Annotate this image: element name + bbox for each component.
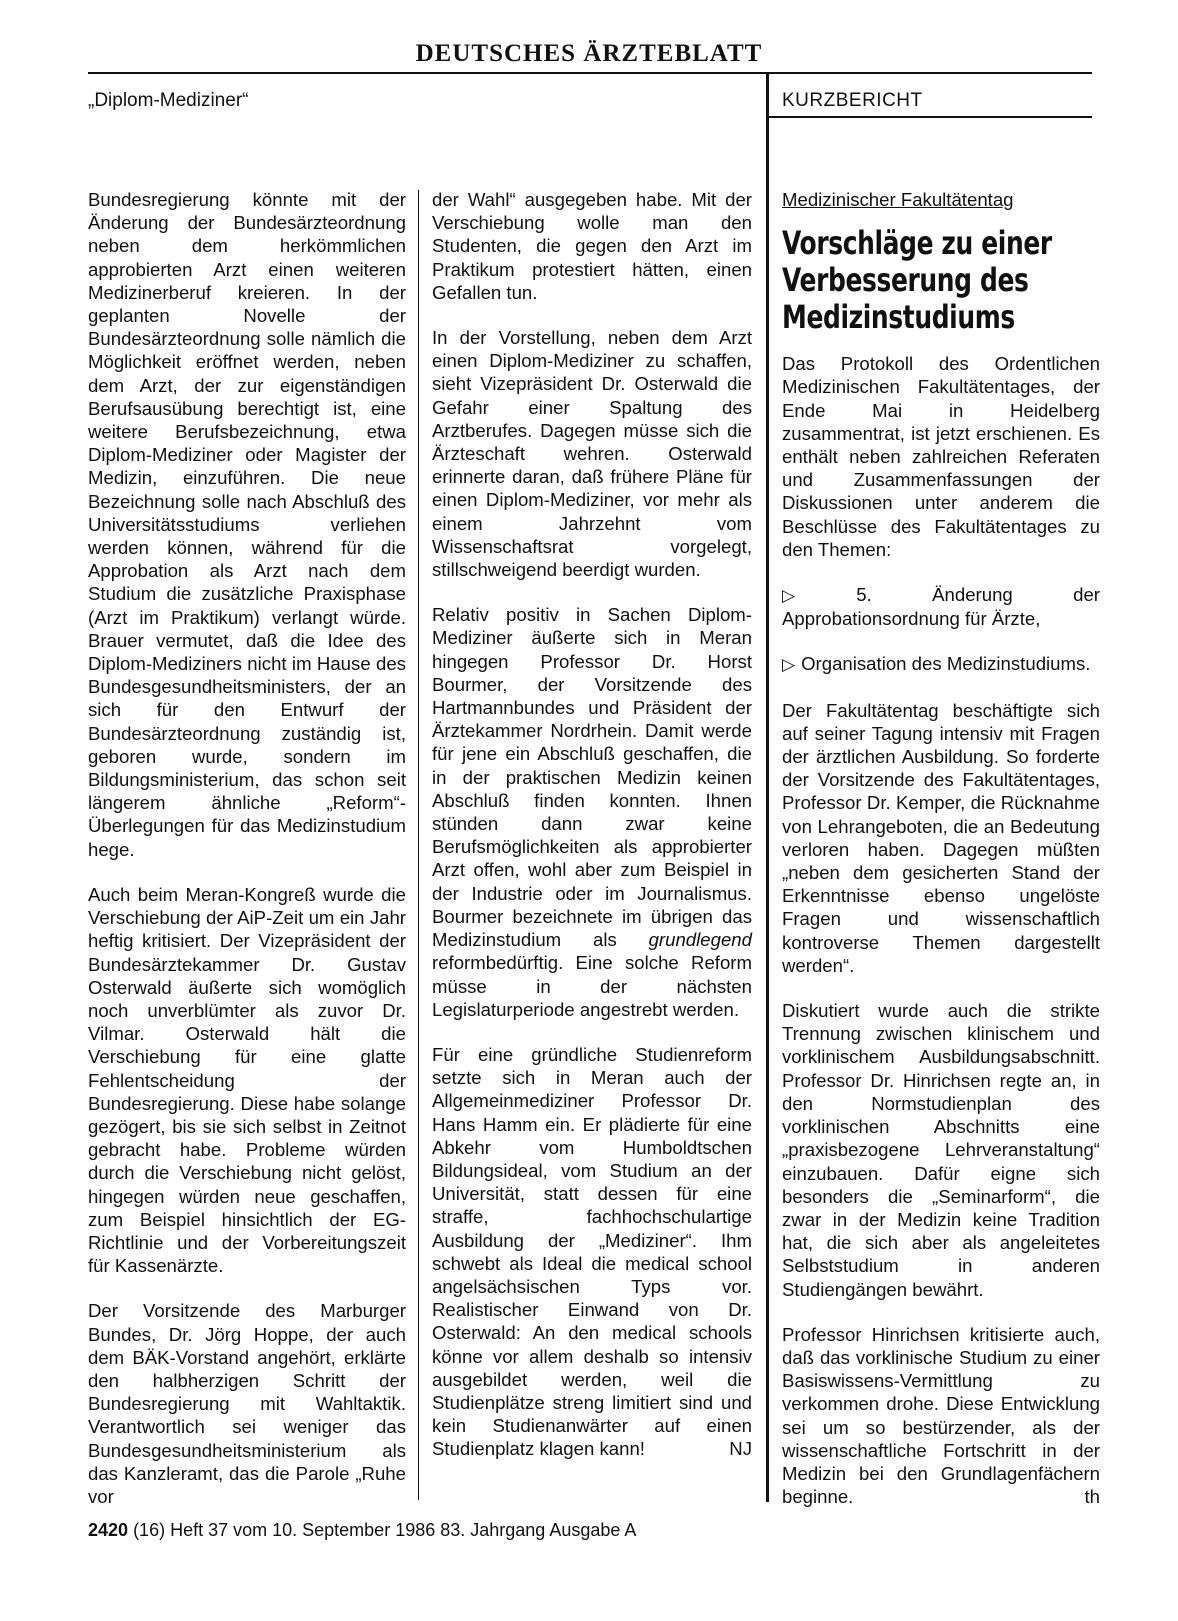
section-header-right: KURZBERICHT	[782, 90, 923, 111]
article-column-3	[782, 188, 1100, 1530]
paragraph: Der Fakultätentag beschäftigte sich auf seiner Tagung intensiv mit Fragen der ärztlichen Ausbildung. So forderte der Vorsitzende des Fakultätentages, Professor Dr. Kemper, die Rücknahme von Lehrangeboten, die an Bedeutung verloren haben. Dagegen müßten „neben dem gesicherten Stand der Erkenntnisse ebenso ungelöste Fragen und wissenschaftlich kontroverse Themen dargestellt werden“.	[782, 699, 1100, 976]
section-header-left: „Diplom-Mediziner“	[88, 90, 249, 111]
paragraph: Das Protokoll des Ordentlichen Medizinischen Fakultätentages, der Ende Mai in Heidelberg zusammentrat, ist jetzt erschienen. Es enthält neben zahlreichen Referaten und Zusammenfassungen der Diskussionen unter anderem die Beschlüsse des Fakultätentages zu den Themen:	[782, 353, 1100, 560]
text: reformbedürftig. Eine solche Reform müsse in der nächsten Legislaturperiode angestrebt werden.	[432, 952, 752, 1020]
column-divider-heavy	[766, 72, 769, 1502]
paragraph: In der Vorstellung, neben dem Arzt einen Diplom-Mediziner zu schaffen, sieht Vizepräsident Dr. Osterwald die Gefahr einer Spaltung des Arztberufes. Dagegen müsse sich die Ärzteschaft wehren. Osterwald erinnerte daran, daß frühere Pläne für einen Diplom-Mediziner, vor mehr als einem Jahrzehnt vom Wissenschaftsrat vorgelegt, stillschweigend beerdigt wurden.	[432, 327, 752, 581]
paragraph: Bundesregierung könnte mit der Änderung der Bundesärzteordnung neben dem herkömmlichen approbierten Arzt einen weiteren Medizinerberuf kreieren. In der geplanten Novelle der Bundesärzteordnung solle nämlich die Möglichkeit eröffnet werden, neben dem Arzt, der zur eigenständigen Berufsausübung berechtigt ist, eine weitere Berufsbezeichnung, etwa Diplom-Mediziner oder Magister der Medizin, einzuführen. Die neue Bezeichnung solle nach Abschluß des Universitätsstudiums verliehen werden können, während für die Approbation als Arzt nach dem Studium die zusätzliche Praxisphase (Arzt im Praktikum) verlangt würde. Brauer vermutet, daß die Idee des Diplom-Mediziners nicht im Hause des Bundesgesundheitsministers, der an sich für den Entwurf der Bundesärzteordnung zuständig ist, geboren wurde, sondern im Bildungsministerium, das schon seit längerem ähnliche „Reform“-Überlegungen für das Medizinstudium hege.	[88, 189, 406, 860]
text: Für eine gründliche Studienreform setzte sich in Meran auch der Allgemeinmediziner Professor Dr. Hans Hamm ein. Er plädierte für eine Abkehr vom Humboldtschen Bildungsideal, vom Studium an der Universität, statt dessen für eine straffe, fachhochschulartige Ausbildung der „Mediziner“. Ihm schwebt als Ideal die medical school angelsächsischen Typs vor. Realistischer Einwand von Dr. Osterwald: An den medical schools könne vor allem deshalb so intensiv ausgebildet werden, weil die Studienplätze streng limitiert sind und kein Studienanwärter auf einen Studienplatz klagen kann!	[432, 1043, 752, 1460]
page-footer	[88, 1520, 636, 1541]
article-column-2	[432, 188, 752, 1483]
emphasis: grundlegend	[648, 929, 752, 951]
page-number: 2420	[88, 1520, 129, 1540]
headline: Vorschläge zu einer Verbesserung des Medizinstudiums	[782, 224, 1052, 337]
paragraph	[432, 603, 752, 1021]
paragraph	[432, 1043, 752, 1461]
text: Organisation des Medizinstudiums.	[801, 653, 1091, 675]
text: Professor Hinrichsen kritisierte auch, daß das vorklinische Studium zu einer Basiswissens-Vermittlung zu verkommen drohe. Diese Entwicklung sei um so bestürzender, als der wissenschaftliche Fortschritt in der Medizin bei den Grundlagenfächern beginne.	[782, 1323, 1100, 1508]
column-divider	[418, 190, 419, 1500]
author-signature: NJ	[729, 1438, 752, 1460]
paragraph: der Wahl“ ausgegeben habe. Mit der Verschiebung wolle man den Studenten, die gegen den Arzt im Praktikum protestiert hätten, einen Gefallen tun.	[432, 189, 752, 303]
text: 5. Änderung der Approbationsordnung für Ärzte,	[782, 584, 1100, 630]
issue-info: (16) Heft 37 vom 10. September 1986 83. Jahrgang Ausgabe A	[133, 1520, 637, 1540]
list-item	[782, 652, 1100, 676]
header-rule-right	[768, 116, 1092, 118]
paragraph: Der Vorsitzende des Marburger Bundes, Dr. Jörg Hoppe, der auch dem BÄK-Vorstand angehört, erklärte den halbherzigen Schritt der Bundesregierung mit Wahltaktik. Verantwortlich sei weniger das Bundesgesundheitsministerium als das Kanzleramt, das die Parole „Ruhe vor	[88, 1300, 406, 1507]
text: Relativ positiv in Sachen Diplom-Mediziner äußerte sich in Meran hingegen Professor Dr. Horst Bourmer, der Vorsitzende des Hartmannbundes und Präsident der Ärztekammer Nordrhein. Damit werde für jene ein Abschluß geschaffen, die in der praktischen Medizin keinen Abschluß finden konnten. Ihnen stünden dann zwar keine Berufsmöglichkeiten als approbierter Arzt offen, wohl aber zum Beispiel in der Industrie oder im Journalismus. Bourmer bezeichnete im übrigen das Medizinstudium als	[432, 604, 752, 951]
paragraph: Auch beim Meran-Kongreß wurde die Verschiebung der AiP-Zeit um ein Jahr heftig kritisiert. Der Vizepräsident der Bundesärztekammer Dr. Gustav Osterwald äußerte sich womöglich noch unverblümter als zuvor Dr. Vilmar. Osterwald hält die Verschiebung für eine glatte Fehlentscheidung der Bundesregierung. Diese habe solange gezögert, bis sie sich selbst in Zeitnot gebracht habe. Probleme würden durch die Verschiebung nicht gelöst, hingegen würden neue geschaffen, zum Beispiel hinsichtlich der EG-Richtlinie und der Vorbereitungszeit für Kassenärzte.	[88, 883, 406, 1277]
triangle-bullet-icon: ▷	[782, 586, 851, 606]
paragraph	[782, 1323, 1100, 1509]
masthead: DEUTSCHES ÄRZTEBLATT	[415, 40, 763, 67]
paragraph: Diskutiert wurde auch die strikte Trennung zwischen klinischem und vorklinischem Ausbildungsabschnitt. Professor Dr. Hinrichsen regte an, in den Normstudienplan des vorklinischen Abschnitts eine „praxisbezogene Lehrveranstaltung“ einzubauen. Dafür eigne sich besonders die „Seminarform“, die zwar in der Medizin keine Tradition hat, die sich aber als angeleitetes Selbststudium in anderen Studiengängen bewährt.	[782, 1000, 1100, 1300]
list-item	[782, 583, 1100, 630]
triangle-bullet-icon: ▷	[782, 655, 796, 675]
kicker: Medizinischer Fakultätentag	[782, 189, 1014, 210]
masthead-rule	[88, 72, 1092, 74]
author-signature: th	[1084, 1486, 1100, 1508]
article-column-1	[88, 188, 406, 1530]
